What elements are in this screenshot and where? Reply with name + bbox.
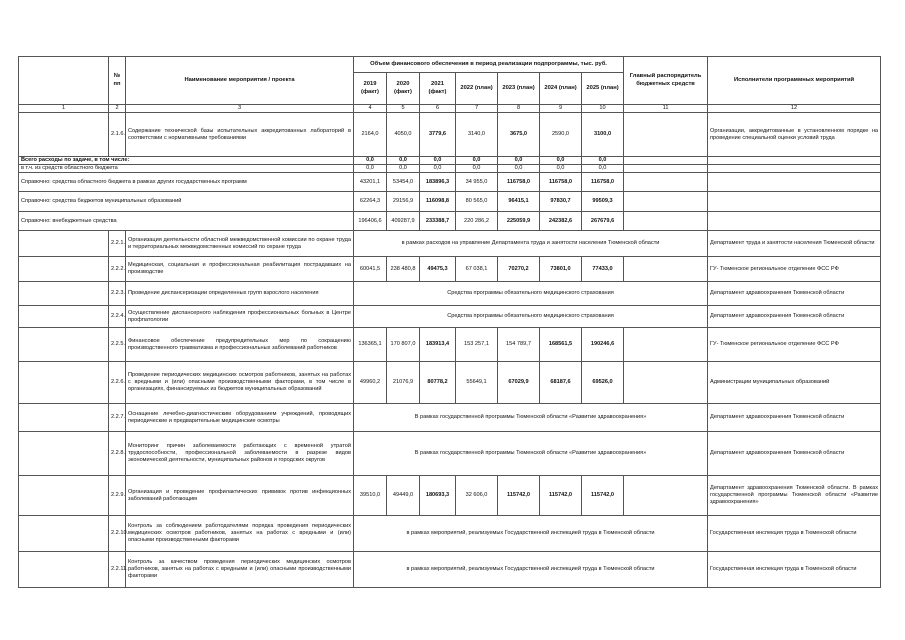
- value-cell: 2590,0: [540, 113, 582, 157]
- value-cell: 0,0: [498, 157, 540, 165]
- column-number: 8: [498, 105, 540, 113]
- value-cell: 0,0: [387, 165, 420, 173]
- header-year: 2025 (план): [582, 73, 624, 105]
- value-cell: 0,0: [456, 165, 498, 173]
- row-name: Организация и проведение профилактических прививок против инфекционных заболеваний работающим: [126, 476, 354, 516]
- value-cell: 168561,5: [540, 328, 582, 362]
- value-cell: 196406,6: [354, 212, 387, 231]
- header-year: 2020 (факт): [387, 73, 420, 105]
- row-number: 2.2.8.: [109, 432, 126, 476]
- value-cell: 225059,9: [498, 212, 540, 231]
- value-cell: 0,0: [582, 165, 624, 173]
- value-cell: 77433,0: [582, 257, 624, 282]
- value-cell: 3140,0: [456, 113, 498, 157]
- row-number: 2.1.6.: [109, 113, 126, 157]
- row-number: 2.2.4.: [109, 306, 126, 328]
- value-cell: 220 286,2: [456, 212, 498, 231]
- header-year: 2019 (факт): [354, 73, 387, 105]
- row-executor: Государственная инспекция труда в Тюменской области: [708, 552, 881, 588]
- value-cell: 2164,0: [354, 113, 387, 157]
- row-executor: ГУ- Тюменское региональное отделение ФСС РФ: [708, 257, 881, 282]
- table-row: [19, 157, 881, 165]
- row-executor: Департамент здравоохранения Тюменской области: [708, 306, 881, 328]
- value-cell: 3779,6: [420, 113, 456, 157]
- column-number: 2: [109, 105, 126, 113]
- column-number: 4: [354, 105, 387, 113]
- row-executor: Департамент здравоохранения Тюменской области: [708, 404, 881, 432]
- value-cell: 34 955,0: [456, 173, 498, 192]
- row-number: 2.2.11.: [109, 552, 126, 588]
- row-number: 2.2.10.: [109, 516, 126, 552]
- value-cell: 4050,0: [387, 113, 420, 157]
- value-cell: 116758,0: [582, 173, 624, 192]
- value-cell: 238 480,8: [387, 257, 420, 282]
- table-row: [19, 476, 881, 516]
- value-cell: 70270,2: [498, 257, 540, 282]
- funding-note: В рамках государственной программы Тюменской области «Развитие здравоохранения»: [354, 404, 708, 432]
- funding-note: в рамках мероприятий, реализуемых Государственной инспекцией труда в Тюменской области: [354, 516, 708, 552]
- value-cell: 67 038,1: [456, 257, 498, 282]
- header-npp: № пп: [109, 57, 126, 105]
- row-number: 2.2.2.: [109, 257, 126, 282]
- value-cell: 3675,0: [498, 113, 540, 157]
- value-cell: 0,0: [540, 165, 582, 173]
- value-cell: 3100,0: [582, 113, 624, 157]
- funding-note: в рамках мероприятий, реализуемых Государственной инспекцией труда в Тюменской области: [354, 552, 708, 588]
- funding-note: В рамках государственной программы Тюменской области «Развитие здравоохранения»: [354, 432, 708, 476]
- value-cell: 67029,9: [498, 362, 540, 404]
- table-row: [19, 165, 881, 173]
- value-cell: 116098,8: [420, 192, 456, 212]
- row-name: Содержание технической базы испытательных аккредитованных лабораторий в соответствии с нормативными требованиями: [126, 113, 354, 157]
- row-number: 2.2.6.: [109, 362, 126, 404]
- value-cell: 0,0: [387, 157, 420, 165]
- value-cell: 99509,3: [582, 192, 624, 212]
- row-executor: Государственная инспекция труда в Тюменской области: [708, 516, 881, 552]
- value-cell: 39510,0: [354, 476, 387, 516]
- table-row: [19, 212, 881, 231]
- value-cell: 49960,2: [354, 362, 387, 404]
- column-number: 3: [126, 105, 354, 113]
- table-row: [19, 192, 881, 212]
- row-name: Справочно: средства областного бюджета в рамках других государственных программ: [19, 173, 354, 192]
- value-cell: 80778,2: [420, 362, 456, 404]
- value-cell: 267679,6: [582, 212, 624, 231]
- value-cell: 0,0: [420, 157, 456, 165]
- row-number: 2.2.3.: [109, 282, 126, 306]
- value-cell: 0,0: [456, 157, 498, 165]
- value-cell: 0,0: [582, 157, 624, 165]
- row-executor: ГУ- Тюменское региональное отделение ФСС РФ: [708, 328, 881, 362]
- column-number: 6: [420, 105, 456, 113]
- row-executor: Департамент здравоохранения Тюменской области: [708, 432, 881, 476]
- column-number: 12: [708, 105, 881, 113]
- header-year: 2024 (план): [540, 73, 582, 105]
- value-cell: 180693,3: [420, 476, 456, 516]
- value-cell: 183913,4: [420, 328, 456, 362]
- value-cell: 116758,0: [498, 173, 540, 192]
- table-row: [19, 362, 881, 404]
- row-name: Контроль за соблюдением работодателями порядка проведения периодических медицинских осмотров работников, занятых на работах с вредными и (или) опасными производственными факторами: [126, 516, 354, 552]
- table-row: [19, 328, 881, 362]
- funding-note: в рамках расходов на управление Департамента труда и занятости населения Тюменской области: [354, 231, 708, 257]
- value-cell: 170 807,0: [387, 328, 420, 362]
- table-row: [19, 306, 881, 328]
- table-row: [19, 404, 881, 432]
- row-name: Мониторинг причин заболеваемости работающих с временной утратой трудоспособности, профессиональной заболеваемости в разрезе видов экономической деятельности, муниципальных районов и городских округов: [126, 432, 354, 476]
- subprogram-table: [18, 56, 881, 588]
- header-manager: Главный распорядитель бюджетных средств: [624, 57, 708, 105]
- row-name: Проведение периодических медицинских осмотров работников, занятых на работах с вредными и (или) опасными производственными факторами, в том числе в организациях, финансируемых из бюджетов муниципальных образований: [126, 362, 354, 404]
- value-cell: 409287,9: [387, 212, 420, 231]
- row-executor: Администрации муниципальных образований: [708, 362, 881, 404]
- value-cell: 49475,3: [420, 257, 456, 282]
- row-number: 2.2.1.: [109, 231, 126, 257]
- header-year: 2022 (план): [456, 73, 498, 105]
- value-cell: 154 789,7: [498, 328, 540, 362]
- value-cell: 153 257,1: [456, 328, 498, 362]
- row-name: Всего расходы по задаче, в том числе:: [19, 157, 354, 165]
- value-cell: 29156,9: [387, 192, 420, 212]
- value-cell: 116758,0: [540, 173, 582, 192]
- value-cell: 97830,7: [540, 192, 582, 212]
- value-cell: 136365,1: [354, 328, 387, 362]
- value-cell: 190246,6: [582, 328, 624, 362]
- row-name: Справочно: внебюджетные средства: [19, 212, 354, 231]
- value-cell: 0,0: [540, 157, 582, 165]
- row-name: Проведение диспансеризации определенных групп взрослого населения: [126, 282, 354, 306]
- table-row: [19, 113, 881, 157]
- value-cell: 0,0: [498, 165, 540, 173]
- value-cell: 43201,1: [354, 173, 387, 192]
- value-cell: 55649,1: [456, 362, 498, 404]
- column-number: 10: [582, 105, 624, 113]
- column-number: 1: [19, 105, 109, 113]
- value-cell: 115742,0: [582, 476, 624, 516]
- header-volume: Объем финансового обеспечения в период реализации подпрограммы, тыс. руб.: [354, 57, 624, 73]
- value-cell: 49449,0: [387, 476, 420, 516]
- row-executor: Департамент здравоохранения Тюменской области: [708, 282, 881, 306]
- value-cell: 115742,0: [498, 476, 540, 516]
- row-number: 2.2.5.: [109, 328, 126, 362]
- row-number: 2.2.7.: [109, 404, 126, 432]
- row-name: Финансовое обеспечение предупредительных мер по сокращению производственного травматизма и профессиональных заболеваний работников: [126, 328, 354, 362]
- row-number: 2.2.9.: [109, 476, 126, 516]
- header-executors: Исполнители программных мероприятий: [708, 57, 881, 105]
- value-cell: 0,0: [354, 157, 387, 165]
- value-cell: 73801,0: [540, 257, 582, 282]
- funding-note: Средства программы обязательного медицинского страхования: [354, 306, 708, 328]
- row-name: Контроль за качеством проведения периодических медицинских осмотров работников, занятых на работах с вредными и (или) опасными производственными факторами: [126, 552, 354, 588]
- value-cell: 183896,3: [420, 173, 456, 192]
- value-cell: 32 606,0: [456, 476, 498, 516]
- table-row: [19, 516, 881, 552]
- header-year: 2021 (факт): [420, 73, 456, 105]
- value-cell: 233388,7: [420, 212, 456, 231]
- column-number: 5: [387, 105, 420, 113]
- value-cell: 60041,5: [354, 257, 387, 282]
- row-executor: Департамент труда и занятости населения Тюменской области: [708, 231, 881, 257]
- row-executor: Департамент здравоохранения Тюменской области. В рамках государственной программы Тюменской области «Развитие здравоохранения»: [708, 476, 881, 516]
- column-number: 9: [540, 105, 582, 113]
- table-row: [19, 173, 881, 192]
- funding-note: Средства программы обязательного медицинского страхования: [354, 282, 708, 306]
- table-row: [19, 231, 881, 257]
- table-row: [19, 432, 881, 476]
- row-name: в т.ч. из средств областного бюджета: [19, 165, 354, 173]
- column-number: 7: [456, 105, 498, 113]
- header-year: 2023 (план): [498, 73, 540, 105]
- row-executor: Организации, аккредитованные в установленном порядке на проведение специальной оценки условий труда: [708, 113, 881, 157]
- row-name: Организация деятельности областной межведомственной комиссии по охране труда и территориальных межведомственных комиссий по охране труда: [126, 231, 354, 257]
- value-cell: 62264,3: [354, 192, 387, 212]
- value-cell: 96415,1: [498, 192, 540, 212]
- row-name: Справочно: средства бюджетов муниципальных образований: [19, 192, 354, 212]
- row-name: Оснащение лечебно-диагностическим оборудованием учреждений, проводящих периодические и предварительные медицинские осмотры: [126, 404, 354, 432]
- value-cell: 68187,6: [540, 362, 582, 404]
- row-name: Медицинская, социальная и профессиональная реабилитация пострадавших на производстве: [126, 257, 354, 282]
- value-cell: 21076,9: [387, 362, 420, 404]
- header-blank: [19, 57, 109, 105]
- value-cell: 0,0: [420, 165, 456, 173]
- table-row: [19, 282, 881, 306]
- table-row: [19, 257, 881, 282]
- column-number: 11: [624, 105, 708, 113]
- value-cell: 53454,0: [387, 173, 420, 192]
- value-cell: 80 565,0: [456, 192, 498, 212]
- row-name: Осуществление диспансерного наблюдения профессиональных больных в Центре профпатологии: [126, 306, 354, 328]
- value-cell: 69526,0: [582, 362, 624, 404]
- table-row: [19, 552, 881, 588]
- value-cell: 242382,6: [540, 212, 582, 231]
- value-cell: 115742,0: [540, 476, 582, 516]
- header-name: Наименование мероприятия / проекта: [126, 57, 354, 105]
- value-cell: 0,0: [354, 165, 387, 173]
